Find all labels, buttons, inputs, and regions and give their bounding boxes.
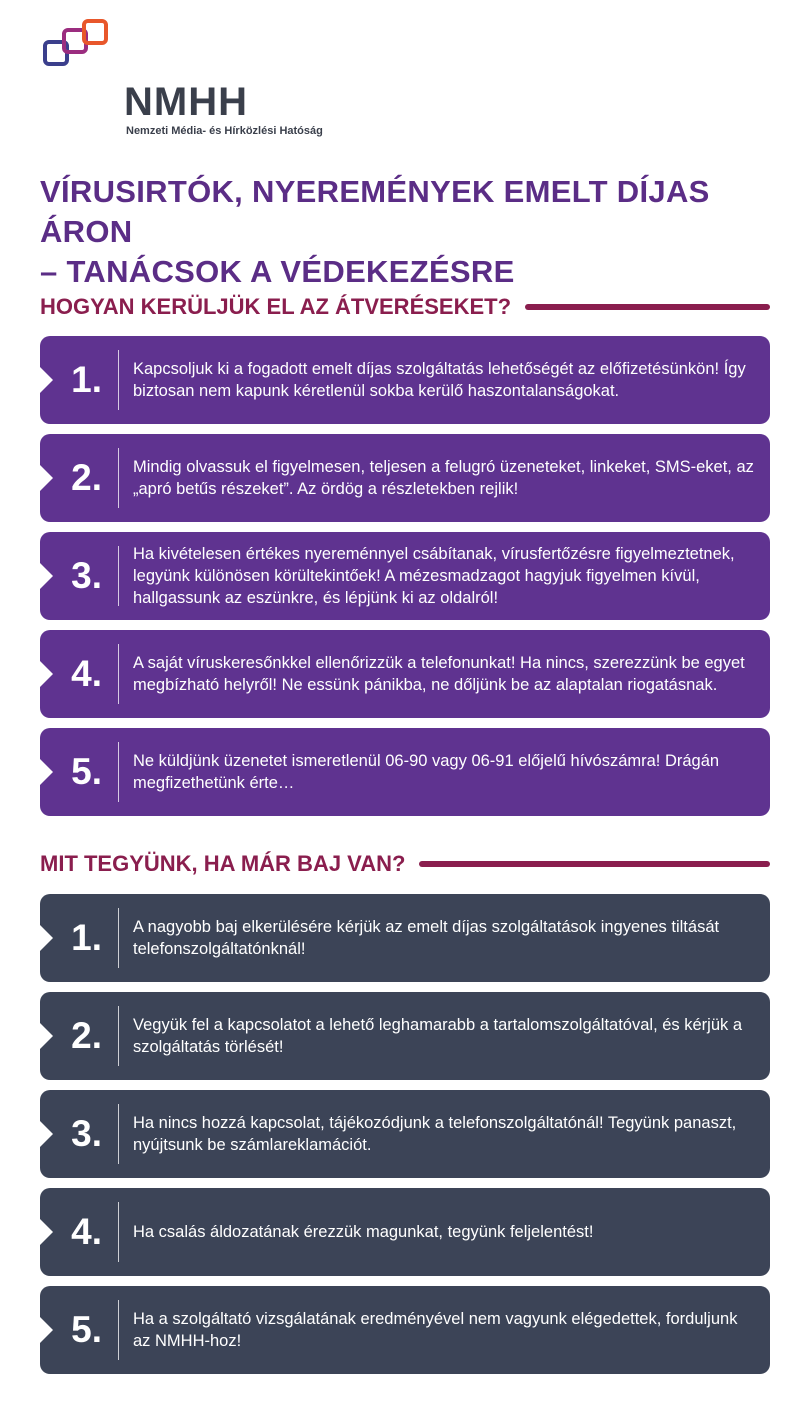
tip-text: Kapcsoljuk ki a fogadott emelt díjas szolgáltatás lehetőségét az előfizetésünkön! Így biztosan nem kapunk kéretlenül sokba kerülő haszontalanságokat.	[133, 360, 746, 400]
tip-number: 2.	[71, 1015, 102, 1056]
tip-number: 2.	[71, 457, 102, 498]
card-notch	[40, 563, 53, 589]
page-title-line-2: – TANÁCSOK A VÉDEKEZÉSRE	[40, 254, 515, 289]
tip-number: 3.	[71, 555, 102, 596]
section-heading-prevention	[40, 292, 770, 322]
remedy-tip-2	[40, 992, 770, 1080]
card-notch	[40, 465, 53, 491]
logo-wordmark: NMHH	[124, 80, 248, 124]
nmhh-logo-icon	[42, 18, 112, 70]
card-notch	[40, 759, 53, 785]
tip-number: 1.	[71, 359, 102, 400]
section-heading-rule	[525, 304, 770, 310]
remedy-tip-1	[40, 894, 770, 982]
card-notch	[40, 925, 53, 951]
tip-text: Ne küldjünk üzenetet ismeretlenül 06-90 vagy 06-91 előjelű hívószámra! Drágán megfizethetünk érte…	[133, 752, 720, 792]
remedy-tip-4	[40, 1188, 770, 1276]
logo-subtitle: Nemzeti Média- és Hírközlési Hatóság	[126, 125, 323, 137]
section-heading-rule	[419, 861, 770, 867]
section-heading-label: MIT TEGYÜNK, HA MÁR BAJ VAN?	[40, 851, 406, 876]
tip-number: 3.	[71, 1113, 102, 1154]
tip-text: Ha csalás áldozatának érezzük magunkat, tegyünk feljelentést!	[133, 1223, 594, 1241]
card-notch	[40, 1023, 53, 1049]
tip-text: A saját víruskeresőnkkel ellenőrizzük a telefonunkat! Ha nincs, szerezzünk be egyet megbízható helyről! Ne essünk pánikba, ne dőljünk be az alaptalan riogatásnak.	[133, 654, 745, 694]
card-notch	[40, 1121, 53, 1147]
prevention-tip-1	[40, 336, 770, 424]
tip-text: Mindig olvassuk el figyelmesen, teljesen a felugró üzeneteket, linkeket, SMS-eket, az „apró betűs részeket”. Az ördög a részletekben rejlik!	[133, 458, 754, 498]
tip-text: Ha kivételesen értékes nyereménnyel csábítanak, vírusfertőzésre figyelmeztetnek, legyünk különösen körültekintőek! A mézesmadzagot hagyjuk figyelmen kívül, hallgassunk az eszünkre, és lépjünk ki az oldalról!	[133, 545, 735, 607]
prevention-tip-5	[40, 728, 770, 816]
card-notch	[40, 367, 53, 393]
tip-text: Ha a szolgáltató vizsgálatának eredményével nem vagyunk elégedettek, forduljunk az NMHH-hoz!	[133, 1310, 738, 1350]
prevention-tip-2	[40, 434, 770, 522]
section-heading-label: HOGYAN KERÜLJÜK EL AZ ÁTVERÉSEKET?	[40, 294, 512, 319]
prevention-tip-4	[40, 630, 770, 718]
tip-number: 5.	[71, 751, 102, 792]
tip-number: 4.	[71, 1211, 102, 1252]
tip-text: A nagyobb baj elkerülésére kérjük az emelt díjas szolgáltatások ingyenes tiltását telefonszolgáltatónknál!	[133, 918, 720, 958]
section-heading-remedy	[40, 849, 770, 879]
tip-text: Ha nincs hozzá kapcsolat, tájékozódjunk a telefonszolgáltatónál! Tegyünk panaszt, nyújtsunk be számlareklamációt.	[133, 1114, 737, 1154]
remedy-tip-3	[40, 1090, 770, 1178]
card-notch	[40, 661, 53, 687]
tip-number: 1.	[71, 917, 102, 958]
tip-text: Vegyük fel a kapcsolatot a lehető leghamarabb a tartalomszolgáltatóval, és kérjük a szolgáltatás törlését!	[133, 1016, 743, 1056]
remedy-tip-5	[40, 1286, 770, 1374]
tip-number: 5.	[71, 1309, 102, 1350]
tip-number: 4.	[71, 653, 102, 694]
card-notch	[40, 1219, 53, 1245]
page-title	[40, 172, 770, 292]
nmhh-logo	[42, 18, 323, 137]
page-title-line-1: VÍRUSIRTÓK, NYEREMÉNYEK EMELT DÍJAS ÁRON	[40, 174, 710, 249]
card-notch	[40, 1317, 53, 1343]
prevention-tip-3	[40, 532, 770, 620]
